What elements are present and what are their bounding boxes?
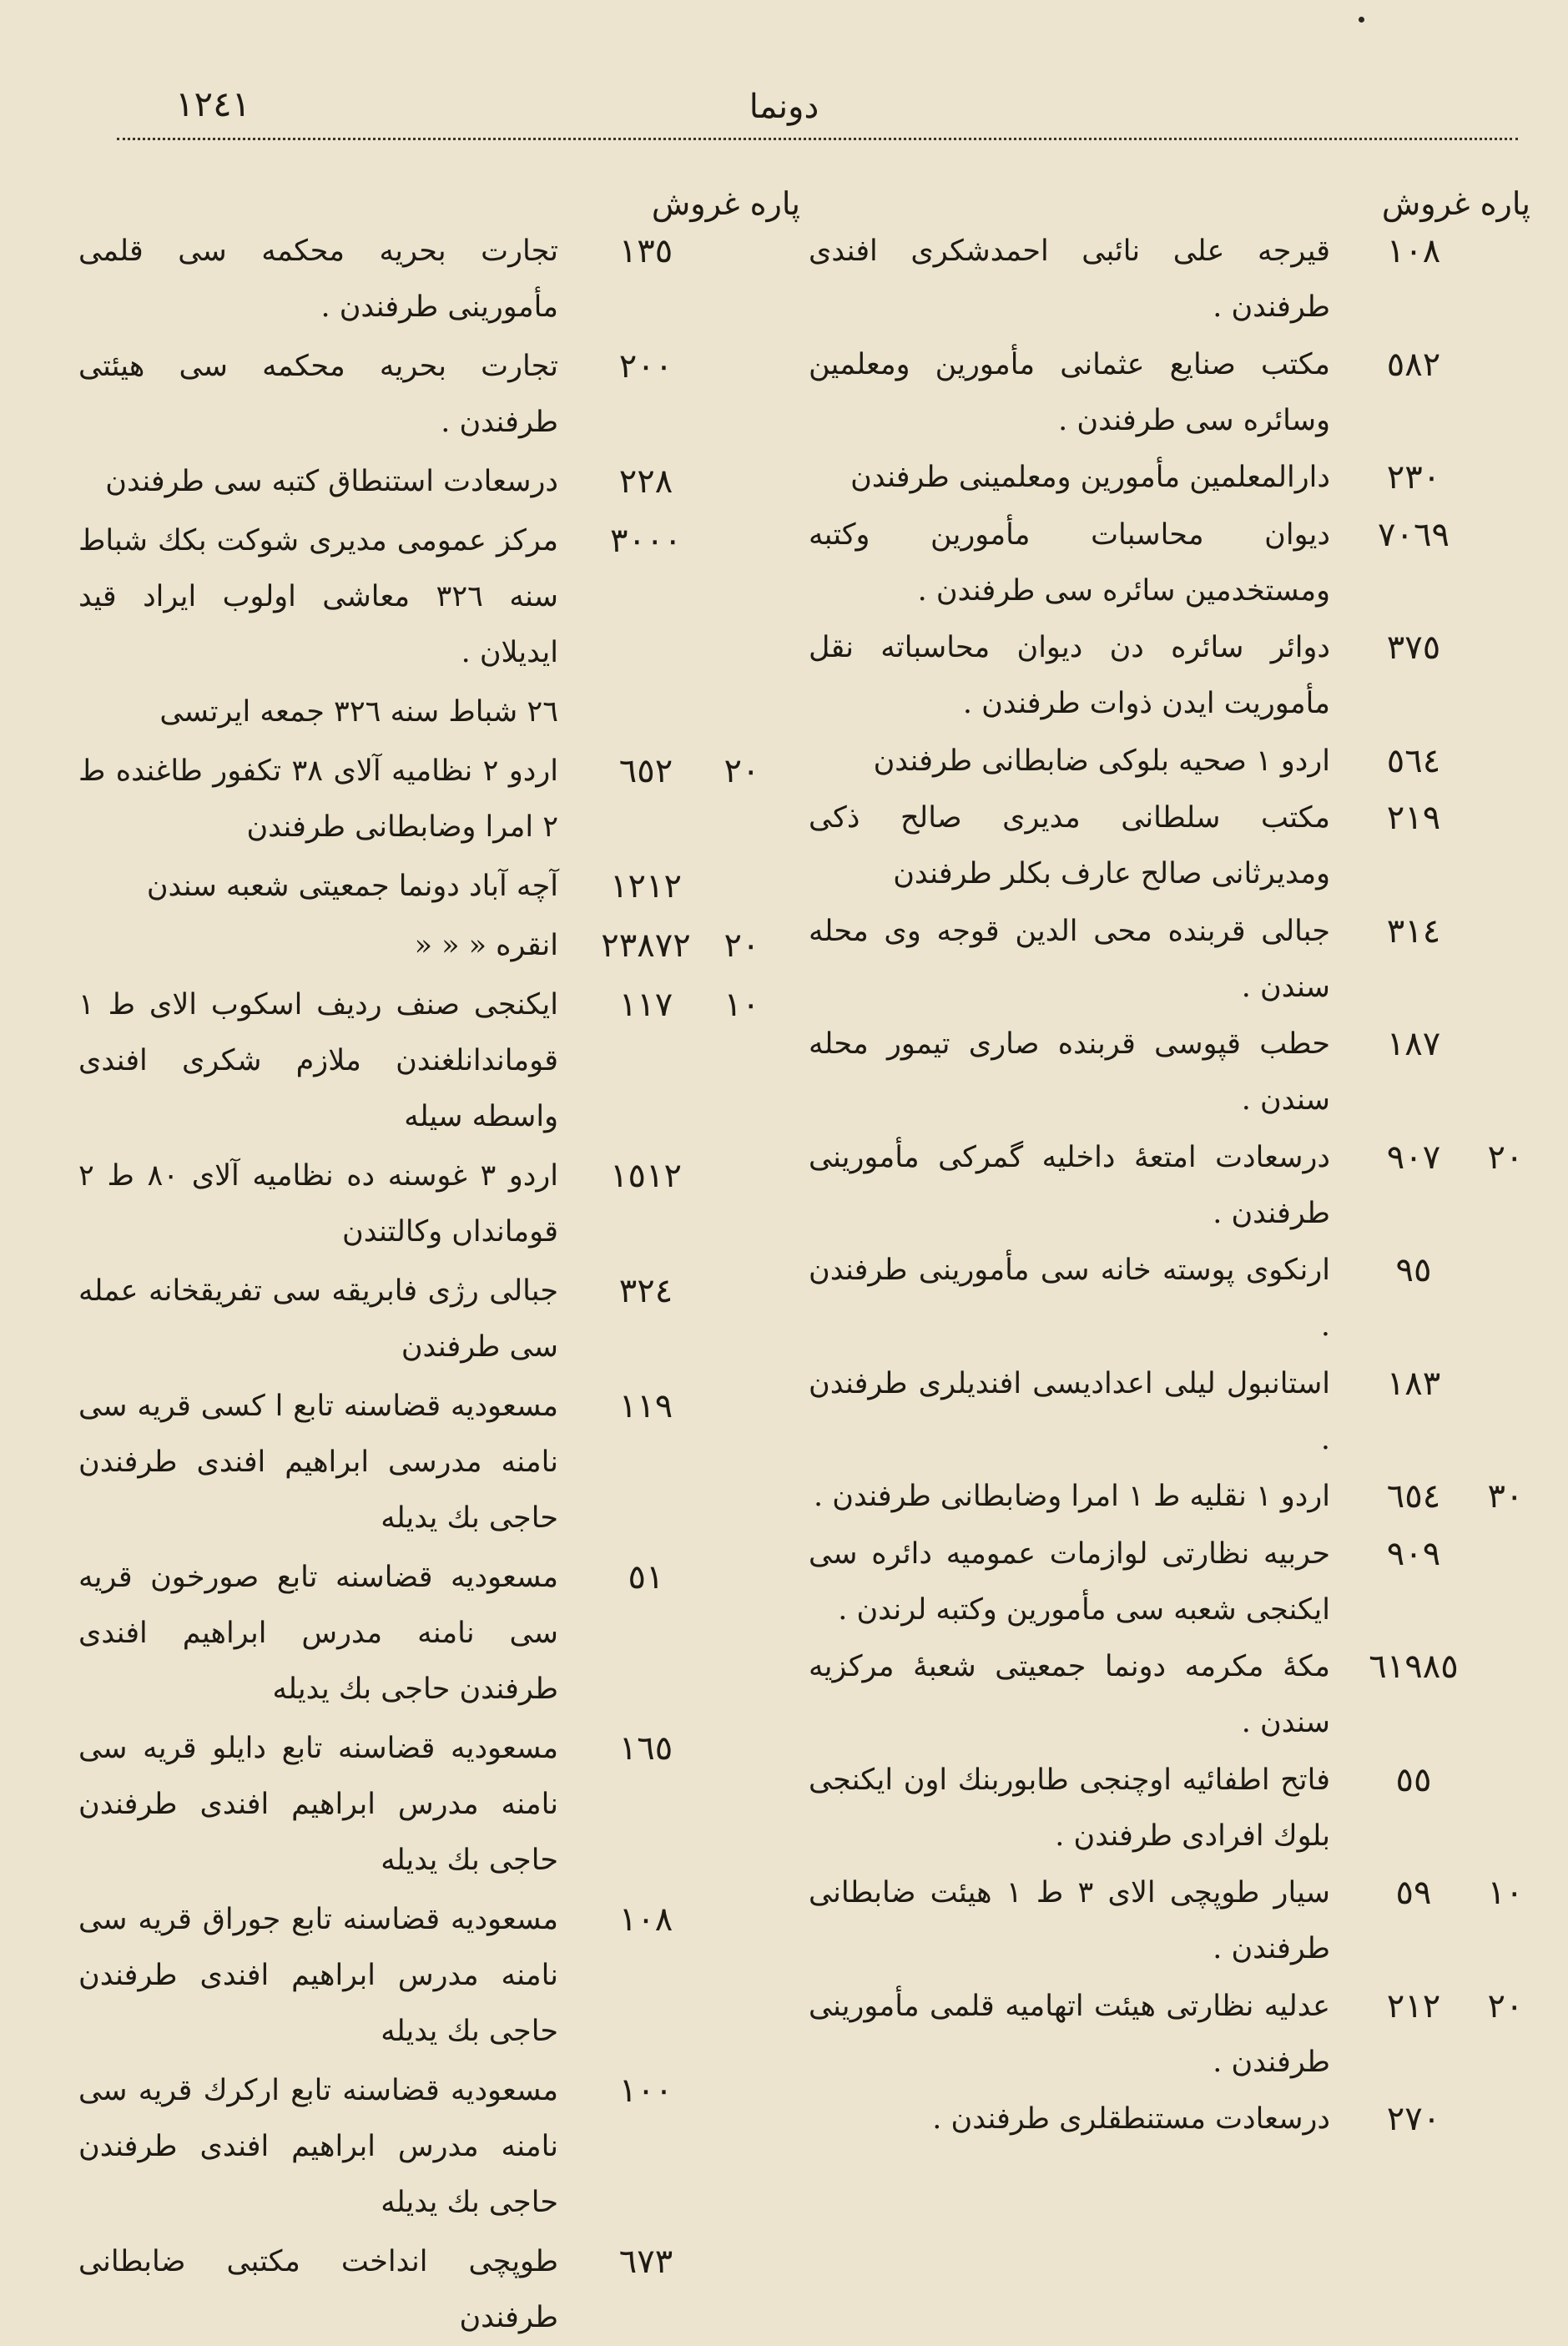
list-item — [78, 859, 771, 915]
para-amount: ٣٠ — [1487, 1477, 1524, 1516]
ghurush-amount: ١٢١٢ — [610, 867, 682, 906]
ghurush-amount: ٥٥ — [1395, 1760, 1432, 1799]
right-column-entries — [809, 224, 1535, 2302]
list-item — [809, 1865, 1535, 1977]
donor-description: انقره « « « — [414, 929, 558, 962]
ghurush-amount: ٧٠٦٩ — [1378, 515, 1450, 554]
donor-description: سیار طوپچی الای ٣ ط ١ هیئت ضابطانی طرفندن . — [809, 1876, 1330, 1965]
ghurush-amount: ١٠٨ — [618, 1900, 673, 1939]
list-item — [78, 1379, 771, 1546]
donor-description: آچه آباد دونما جمعیتی شعبه سندن — [146, 870, 558, 903]
donor-description: مسعودیه قضاسنه تابع جوراق قریه سی نامنه مدرس ابراهیم افندی طرفندن حاجی بك یدیله — [78, 1903, 558, 2048]
donor-description: مسعودیه قضاسنه تابع ا کسی قریه سی نامنه مدرسی ابراهیم افندی طرفندن حاجی بك یدیله — [78, 1390, 558, 1535]
list-item — [78, 1550, 771, 1718]
ghurush-amount: ١٨٣ — [1386, 1364, 1441, 1403]
donor-description: دوائر سائره دن دیوان محاسباته نقل مأموریت ایدن ذوات طرفندن . — [809, 631, 1330, 720]
list-item — [78, 339, 771, 451]
ghurush-header: غروش — [1381, 185, 1470, 222]
donor-description: مسعودیه قضاسنه تابع صورخون قریه سی نامنه مدرس ابراهیم افندی طرفندن حاجی بك یدیله — [78, 1561, 558, 1706]
donor-description: مکتب سلطانی مدیری صالح ذکی ومدیرثانی صالح عارف بکلر طرفندن — [809, 801, 1330, 890]
list-item — [809, 1639, 1535, 1751]
ghurush-amount: ٢١٢ — [1386, 1986, 1441, 2026]
list-item — [809, 790, 1535, 902]
list-item — [809, 1979, 1535, 2091]
donor-description: دارالمعلمین مأمورین ومعلمینی طرفندن — [850, 461, 1330, 494]
list-item — [809, 1243, 1535, 1355]
donor-description: درسعادت استنطاق کتبه سی طرفندن — [105, 465, 558, 498]
ghurush-amount: ٢٧٠ — [1386, 2100, 1441, 2138]
donor-description: استانبول لیلی اعدادیسی افندیلری طرفندن . — [809, 1366, 1330, 1456]
donor-description: اردو ٢ نظامیه آلای ٣٨ تکفور طاغنده ط ٢ امرا وضابطانی طرفندن — [78, 754, 558, 844]
donor-description: حطب قپوسی قربنده صاری تیمور محله سندن . — [809, 1027, 1330, 1117]
donor-description: مسعودیه قضاسنه تابع دایلو قریه سی نامنه مدرس ابراهیم افندی طرفندن حاجی بك یدیله — [78, 1732, 558, 1877]
para-header: پاره — [1480, 185, 1530, 222]
list-item — [78, 684, 771, 740]
page-number: ١٢٤١ — [175, 83, 251, 124]
donor-description: درسعادت مستنطقلری طرفندن . — [932, 2102, 1330, 2136]
ghurush-amount: ١٨٧ — [1386, 1025, 1441, 1063]
list-item — [809, 1356, 1535, 1468]
list-item — [809, 2091, 1535, 2147]
list-item — [78, 224, 771, 336]
list-item — [809, 734, 1535, 790]
ghurush-amount: ٣٧٥ — [1386, 628, 1441, 667]
para-amount: ١٠ — [1487, 1874, 1524, 1912]
donor-description: عدلیه نظارتی هیئت اتهامیه قلمی مأمورینی طرفندن . — [809, 1989, 1330, 2079]
ghurush-amount: ٢١٩ — [1386, 799, 1441, 837]
list-item — [809, 450, 1535, 506]
donor-description: جبالی رژی فابریقه سی تفریقخانه عمله سی طرفندن — [78, 1274, 558, 1364]
list-item — [78, 513, 771, 681]
list-item — [78, 2063, 771, 2231]
donor-description: حربیه نظارتی لوازمات عمومیه دائره سی ایکنجی شعبه سی مأمورین وکتبه لرندن . — [809, 1536, 1330, 1627]
donor-description: اردو ١ نقلیه ط ١ امرا وضابطانی طرفندن . — [814, 1480, 1330, 1513]
donor-description: ارنکوی پوسته خانه سی مأمورینی طرفندن . — [809, 1254, 1330, 1343]
list-item — [78, 1721, 771, 1889]
list-item — [78, 918, 771, 974]
ghurush-amount: ٩٠٩ — [1386, 1534, 1441, 1573]
list-item — [78, 744, 771, 855]
ghurush-amount: ١٥١٢ — [610, 1157, 682, 1195]
ghurush-amount: ٥٩ — [1395, 1874, 1432, 1912]
donor-description: فاتح اطفائیه اوچنجی طابوربنك اون ایکنجی بلوك افرادی طرفندن . — [809, 1763, 1330, 1853]
ghurush-amount: ٣١٤ — [1386, 911, 1441, 951]
ghurush-amount: ١١٧ — [618, 986, 673, 1024]
running-title: دونما — [749, 88, 819, 126]
list-item — [78, 1892, 771, 2060]
list-item — [809, 1753, 1535, 1864]
ghurush-amount: ٩٥ — [1395, 1251, 1432, 1289]
right-column-header — [1382, 185, 1530, 222]
list-item — [78, 2234, 771, 2346]
para-amount: ٢٠ — [1487, 1138, 1524, 1177]
list-item — [809, 1130, 1535, 1242]
list-item — [809, 507, 1535, 619]
donor-description: اردو ٣ غوسنه ده نظامیه آلای ٨٠ ط ٢ قومانداں وکالتندن — [78, 1159, 559, 1249]
ghurush-amount: ٢٢٨ — [618, 462, 673, 501]
donor-description: جبالی قربنده محی الدین قوجه وی محله سندن . — [809, 914, 1330, 1004]
ghurush-amount: ١٦٥ — [618, 1729, 673, 1768]
donor-description: تجارت بحریه محکمه سی قلمی مأمورینی طرفندن . — [78, 235, 558, 324]
ghurush-amount: ٦٧٣ — [618, 2243, 673, 2281]
donor-description: مکتب صنایع عثمانی مأمورین ومعلمین وسائره سی طرفندن . — [809, 347, 1330, 437]
list-item — [809, 224, 1535, 336]
ghurush-amount: ٣٠٠٠ — [610, 522, 682, 560]
list-item — [809, 1017, 1535, 1128]
ghurush-amount: ٣٢٤ — [618, 1272, 673, 1310]
ghurush-amount: ٦٥٢ — [618, 752, 673, 790]
para-amount: ٢٠ — [723, 926, 760, 965]
ghurush-amount: ١٣٥ — [618, 232, 673, 270]
donor-description: ٢٦ شباط سنه ٣٢٦ جمعه ایرتسی — [159, 695, 558, 729]
list-item — [809, 1469, 1535, 1525]
donor-description: قیرجه علی نائبی احمدشکری افندی طرفندن . — [809, 235, 1330, 324]
para-amount: ١٠ — [723, 986, 760, 1024]
list-item — [78, 1264, 771, 1375]
list-item — [78, 977, 771, 1145]
ghurush-amount: ٥٨٢ — [1386, 345, 1441, 384]
ghurush-amount: ٩٠٧ — [1386, 1138, 1441, 1177]
para-amount: ٢٠ — [723, 752, 760, 790]
donor-description: دیوان محاسبات مأمورین وکتبه ومستخدمین سائره سی طرفندن . — [809, 517, 1330, 608]
donor-description: طوپچی انداخت مکتبی ضابطانی طرفندن — [78, 2245, 558, 2334]
ghurush-header: غروش — [651, 185, 740, 222]
donor-description: مسعودیه قضاسنه تابع ارکرك قریه سی نامنه مدرس ابراهیم افندی طرفندن حاجی بك یدیله — [78, 2074, 558, 2219]
header-dotted-rule — [117, 138, 1518, 140]
ghurush-amount: ١١٩ — [618, 1387, 673, 1425]
ghurush-amount: ٦١٩٨٥ — [1369, 1647, 1459, 1686]
donor-description: ایکنجی صنف ردیف اسکوب الای ط ١ قوماندانلغندن ملازم شکری افندی واسطه سیله — [78, 988, 558, 1133]
list-item — [809, 620, 1535, 732]
ghurush-amount: ١٠٨ — [1386, 232, 1441, 270]
list-item — [78, 454, 771, 510]
donor-description: مکۀ مکرمه دونما جمعیتی شعبۀ مرکزیه سندن . — [809, 1650, 1330, 1739]
ghurush-amount: ٥٦٤ — [1386, 741, 1441, 780]
para-header: پاره — [749, 185, 800, 222]
ghurush-amount: ٢٣٠ — [1386, 458, 1441, 497]
list-item — [809, 1526, 1535, 1638]
ghurush-amount: ٦٥٤ — [1386, 1477, 1441, 1516]
ghurush-amount: ١٠٠ — [618, 2071, 673, 2110]
ink-mark — [1359, 17, 1364, 23]
donor-description: اردو ١ صحیه بلوکی ضابطانی طرفندن — [873, 744, 1330, 778]
list-item — [78, 1148, 771, 1260]
left-column-header — [652, 185, 800, 222]
list-item — [809, 337, 1535, 449]
left-column-entries — [78, 224, 771, 2334]
donor-description: مرکز عمومی مدیری شوکت بکك شباط سنه ٣٢٦ معاشی اولوب ایراد قید ایدیلان . — [78, 524, 559, 669]
donor-description: تجارت بحریه محکمه سی هیئتی طرفندن . — [78, 350, 558, 439]
donor-description: درسعادت امتعۀ داخلیه گمرکی مأمورینی طرفندن . — [809, 1140, 1330, 1230]
ghurush-amount: ٢٠٠ — [618, 347, 673, 386]
ghurush-amount: ٢٣٨٧٢ — [601, 926, 691, 965]
ghurush-amount: ٥١ — [628, 1558, 664, 1597]
para-amount: ٢٠ — [1487, 1986, 1524, 2026]
list-item — [809, 904, 1535, 1016]
